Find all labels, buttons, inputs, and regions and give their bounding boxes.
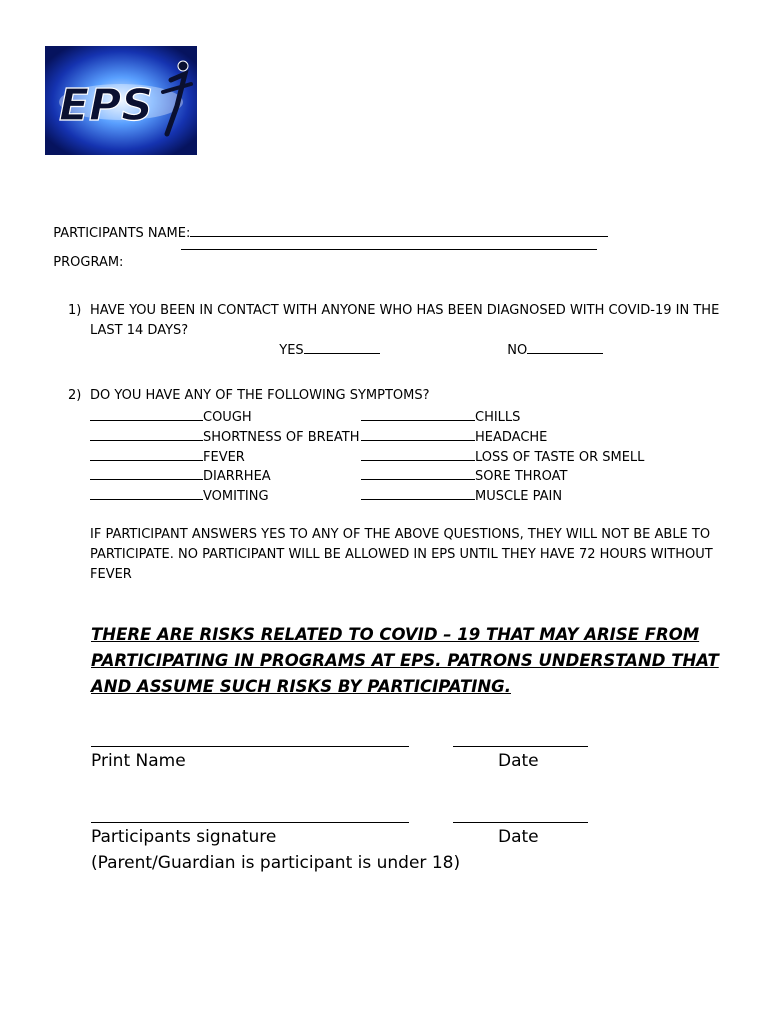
symptom-line[interactable] bbox=[90, 447, 203, 461]
q1-no-line[interactable] bbox=[527, 340, 603, 354]
program-line[interactable] bbox=[181, 249, 597, 250]
eps-logo-graphic bbox=[45, 46, 197, 155]
symptom-label: CHILLS bbox=[475, 410, 521, 425]
program-label: PROGRAM: bbox=[53, 255, 124, 270]
symptom-label: LOSS OF TASTE OR SMELL bbox=[475, 450, 645, 465]
symptom-label: SORE THROAT bbox=[475, 469, 568, 484]
guardian-note: (Parent/Guardian is participant is under 18) bbox=[91, 853, 461, 873]
symptom-option[interactable] bbox=[361, 486, 562, 506]
participant-name-line[interactable] bbox=[190, 223, 608, 237]
q1-no-label: NO bbox=[507, 343, 528, 358]
symptom-line[interactable] bbox=[90, 466, 203, 480]
symptom-line[interactable] bbox=[90, 486, 203, 500]
q1-number: 1) bbox=[68, 303, 82, 318]
signature-line[interactable] bbox=[91, 822, 409, 823]
q1-text-line1: HAVE YOU BEEN IN CONTACT WITH ANYONE WHO HAS BEEN DIAGNOSED WITH COVID-19 IN THE bbox=[90, 303, 720, 318]
q2-number: 2) bbox=[68, 388, 82, 403]
symptom-option[interactable] bbox=[361, 466, 567, 486]
risk-warning: THERE ARE RISKS RELATED TO COVID – 19 THAT MAY ARISE FROM PARTICIPATING IN PROGRAMS AT EPS. PATRONS UNDERSTAND THAT AND ASSUME SUCH RISKS BY PARTICIPATING. bbox=[91, 625, 719, 696]
symptom-option[interactable] bbox=[90, 486, 269, 506]
date-line-2[interactable] bbox=[453, 822, 588, 823]
symptom-option[interactable] bbox=[90, 407, 252, 427]
date-label-2: Date bbox=[498, 827, 539, 847]
q1-yes-line[interactable] bbox=[304, 340, 380, 354]
symptom-label: DIARRHEA bbox=[203, 469, 271, 484]
symptom-line[interactable] bbox=[361, 407, 475, 421]
symptom-label: MUSCLE PAIN bbox=[475, 489, 563, 504]
symptom-option[interactable] bbox=[361, 407, 520, 427]
symptom-label: HEADACHE bbox=[475, 430, 548, 445]
symptom-line[interactable] bbox=[361, 466, 475, 480]
symptom-option[interactable] bbox=[90, 466, 271, 486]
symptom-label: SHORTNESS OF BREATH bbox=[203, 430, 360, 445]
participant-signature-label: Participants signature bbox=[91, 827, 277, 847]
participant-name-label: PARTICIPANTS NAME: bbox=[53, 226, 191, 241]
print-name-label: Print Name bbox=[91, 751, 186, 771]
symptom-line[interactable] bbox=[361, 427, 475, 441]
symptom-option[interactable] bbox=[361, 447, 644, 467]
eps-logo bbox=[45, 46, 197, 155]
symptom-line[interactable] bbox=[361, 486, 475, 500]
date-label-1: Date bbox=[498, 751, 539, 771]
participant-name-field bbox=[45, 205, 608, 243]
q1-yes-label: YES bbox=[279, 343, 304, 358]
q1-no-option[interactable] bbox=[499, 322, 603, 360]
notice-line2: PARTICIPATE. NO PARTICIPANT WILL BE ALLOWED IN EPS UNTIL THEY HAVE 72 HOURS WITHOUT bbox=[90, 547, 713, 562]
symptom-option[interactable] bbox=[90, 427, 359, 447]
symptom-line[interactable] bbox=[90, 427, 203, 441]
q1-yes-option[interactable] bbox=[271, 322, 380, 360]
notice-line1: IF PARTICIPANT ANSWERS YES TO ANY OF THE ABOVE QUESTIONS, THEY WILL NOT BE ABLE TO bbox=[90, 527, 711, 542]
symptom-label: COUGH bbox=[203, 410, 252, 425]
program-field bbox=[45, 236, 123, 272]
q2-question: DO YOU HAVE ANY OF THE FOLLOWING SYMPTOMS? bbox=[90, 388, 430, 403]
symptom-label: FEVER bbox=[203, 450, 245, 465]
symptom-label: VOMITING bbox=[203, 489, 269, 504]
symptom-line[interactable] bbox=[361, 447, 475, 461]
q1-text-line2: LAST 14 DAYS? bbox=[90, 323, 189, 338]
symptom-line[interactable] bbox=[90, 407, 203, 421]
print-name-line[interactable] bbox=[91, 746, 409, 747]
date-line-1[interactable] bbox=[453, 746, 588, 747]
svg-text:EPS: EPS bbox=[59, 80, 153, 131]
symptom-option[interactable] bbox=[90, 447, 245, 467]
notice-line3: FEVER bbox=[90, 567, 132, 582]
symptom-option[interactable] bbox=[361, 427, 547, 447]
